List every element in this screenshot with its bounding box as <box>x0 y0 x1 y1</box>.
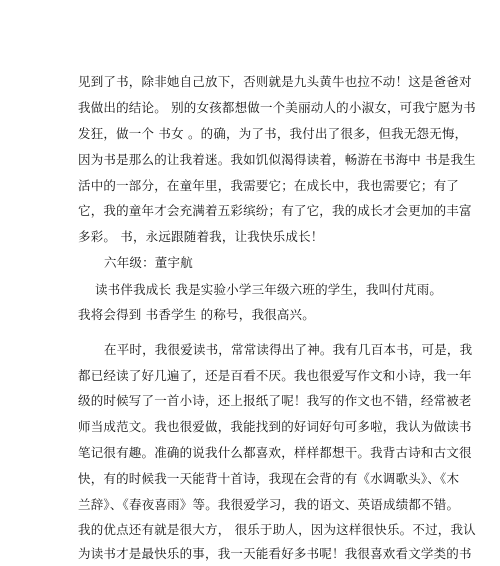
essay1-line: 发狂，做一个 书女 。的确，为了书，我付出了很多，但我无怨无悔， <box>78 126 468 141</box>
essay2-body-line: 都已经读了好几遍了，还是百看不厌。我也很爱写作文和小诗，我一年 <box>78 368 472 383</box>
essay1-line: 活中的一部分，在童年里，我需要它；在成长中，我也需要它；有了 <box>78 178 460 193</box>
essay1-line: 它，我的童年才会充满着五彩缤纷；有了它，我的成长才会更加的丰富 <box>78 203 472 218</box>
essay2-body-line: 师当成范文。我也很爱做，我能找到的好词好句可多啦，我认为做读书 <box>78 419 472 434</box>
essay2-body-line: 为读书才是最快乐的事，我一天能看好多书呢！我很喜欢看文学类的书 <box>78 546 472 561</box>
essay2-body-line: 级的时候写了一首小诗，还上报纸了呢！我写的作文也不错，经常被老 <box>78 393 472 408</box>
essay2-body-line: 在平时，我很爱读书，常常读得出了神。我有几百本书，可是，我 <box>104 342 473 357</box>
essay2-body-line: 快，有的时候我一天能背十首诗，我现在会背的有《水调歌头》、《木 <box>78 471 460 486</box>
essay2-title-line: 读书伴我成长 我是实验小学三年级六班的学生，我叫付芃雨。 <box>95 282 443 297</box>
essay1-line: 见到了书，除非她自己放下，否则就是九头黄牛也拉不动！这是爸爸对 <box>78 74 472 89</box>
author-line: 六年级：董宇航 <box>104 255 193 270</box>
essay2-body-line: 兰辞》、《春夜喜雨》等。我很爱学习，我的语文、英语成绩都不错。 <box>78 497 460 512</box>
essay1-line: 多彩。 书，永远跟随着我，让我快乐成长！ <box>78 229 324 244</box>
essay2-body-line: 我的优点还有就是很大方， 很乐于助人，因为这样很快乐。不过，我认 <box>78 522 476 537</box>
essay1-line: 因为书是那么的让我着迷。我如饥似渴得读着，畅游在书海中 书是我生 <box>78 152 476 167</box>
essay1-line: 我做出的结论。 别的女孩都想做一个美丽动人的小淑女，可我宁愿为书 <box>78 100 476 115</box>
essay2-body-line: 笔记很有趣。准确的说我什么都喜欢，样样都想干。我背古诗和古文很 <box>78 445 472 460</box>
essay2-title-line: 我将会得到 书香学生 的称号，我很高兴。 <box>78 307 315 322</box>
